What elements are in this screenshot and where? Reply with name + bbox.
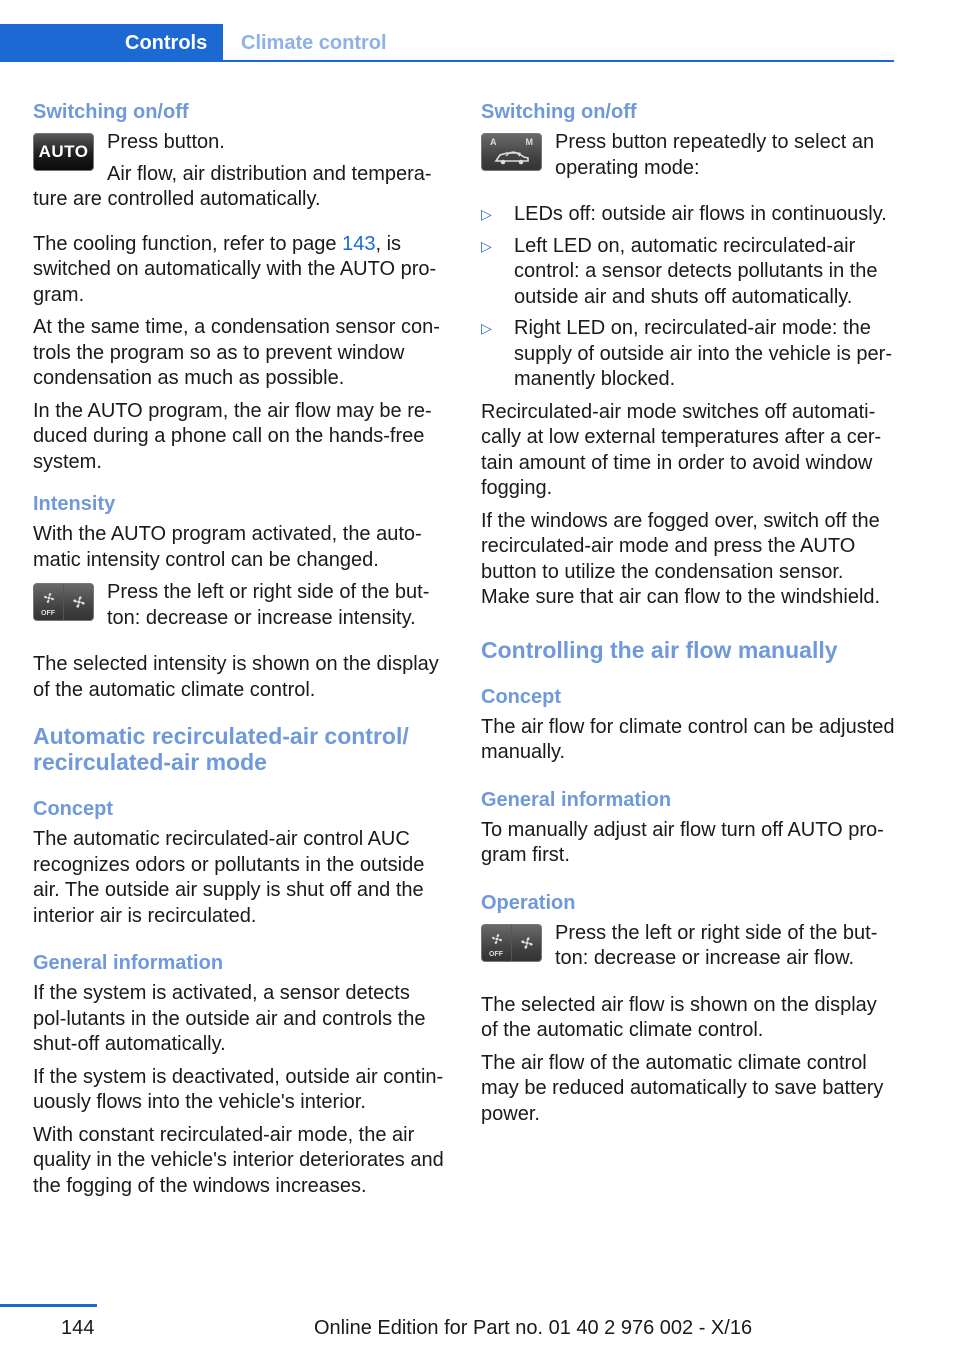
general-text-3: With constant recirculated-air mode, the air quality in the vehicle's interior deteriorates and the fogging of the windows increases. — [33, 1123, 444, 1197]
press-repeat-text: Press button repeatedly to select an operating mode: — [555, 131, 875, 179]
airflow-button-row — [481, 921, 896, 979]
intensity-display-text: The selected intensity is shown on the display of the automatic climate control. — [33, 653, 439, 701]
concept-text: The automatic recirculated-air control AUC recognizes odors or pollutants in the outside air. The outside air supply is shut off and the interior air is recirculated. — [33, 828, 425, 927]
mode-text: LEDs off: outside air flows in continuously. — [514, 203, 887, 225]
auto-button-icon: AUTO — [33, 133, 94, 171]
triangle-bullet-icon: ▷ — [481, 237, 492, 254]
left-column — [33, 100, 448, 1206]
fan-small-icon — [42, 591, 56, 605]
auto-button-row — [33, 130, 448, 220]
fan-small-icon — [490, 932, 504, 946]
general-text-1: If the system is activated, a sensor detects pol‐lutants in the outside air and controls the shut‐off automatically. — [33, 982, 426, 1055]
recirc-button-row — [481, 130, 896, 188]
manual-recirc-label: M — [525, 137, 533, 147]
fan-intensity-button-icon — [33, 583, 94, 621]
fogged-text: If the windows are fogged over, switch off the recirculated-air mode and press the AUTO button to utilize the condensation sensor. Make sure that air can flow to the windshield. — [481, 509, 881, 608]
general-info-heading-right: General information — [481, 788, 672, 811]
list-item — [481, 316, 896, 393]
operation-text: Press the left or right side of the but‐ton: decrease or increase air flow. — [555, 921, 878, 969]
recirc-off-text: Recirculated-air mode switches off automati‐cally at low external temperatures after a cer‐tain amount of time in order to avoid window fogging. — [481, 400, 882, 499]
intensity-heading: Intensity — [33, 493, 116, 515]
fan-airflow-button-icon — [481, 924, 542, 962]
airflow-display-text: The selected air flow is shown on the display of the automatic climate control. — [481, 993, 877, 1041]
general-text-2: If the system is deactivated, outside air contin‐uously flows into the vehicle's interior. — [33, 1065, 444, 1113]
recirculation-button-icon — [481, 133, 542, 171]
car-recirculation-icon — [492, 147, 532, 167]
battery-text: The air flow of the automatic climate control may be reduced automatically to save battery power. — [481, 1051, 884, 1125]
fan-large-icon — [71, 594, 87, 610]
auc-heading: Automatic recirculated-air control/ recirculated-air mode — [33, 723, 409, 775]
phone-call-paragraph: In the AUTO program, the air flow may be re‐duced during a phone call on the hands-free system. — [33, 399, 432, 473]
cooling-text-pre: The cooling function, refer to page — [33, 232, 343, 255]
fan-large-icon — [519, 935, 535, 951]
intensity-button-row — [33, 580, 448, 638]
list-item — [481, 234, 896, 311]
intensity-text: With the AUTO program activated, the auto‐matic intensity control can be changed. — [33, 523, 422, 571]
operation-heading: Operation — [481, 891, 576, 914]
chapter-tab[interactable]: Climate control — [241, 32, 387, 54]
cooling-paragraph — [33, 232, 448, 309]
switching-heading-right: Switching on/off — [481, 101, 637, 123]
mode-list — [481, 202, 896, 393]
triangle-bullet-icon: ▷ — [481, 320, 492, 336]
intensity-button-text: Press the left or right side of the but‐ton: decrease or increase intensity. — [107, 581, 430, 629]
general-info-heading: General information — [33, 952, 224, 974]
section-tab[interactable]: Controls — [0, 24, 223, 62]
page-143-link[interactable]: 143 — [342, 232, 376, 255]
mode-text: Right LED on, recirculated-air mode: the supply of outside air into the vehicle is per‐manently blocked. — [514, 317, 892, 390]
switching-heading: Switching on/off — [33, 101, 189, 123]
triangle-bullet-icon: ▷ — [481, 206, 492, 222]
auto-recirc-label: A — [490, 137, 497, 147]
increase-half — [63, 584, 93, 620]
condensation-paragraph: At the same time, a condensation sensor con‐trols the program so as to prevent window condensation as much as possible. — [33, 316, 440, 389]
concept-heading: Concept — [33, 798, 113, 820]
off-label: OFF — [41, 610, 55, 617]
mode-text: Left LED on, automatic recirculated-air control: a sensor detects pollutants in the outside air and shuts off automatically. — [514, 234, 878, 308]
decrease-half — [34, 584, 63, 620]
press-button-text: Press button. — [107, 131, 225, 153]
concept-text-right: The air flow for climate control can be adjusted manually. — [481, 715, 895, 763]
page-header — [0, 24, 894, 62]
header-rule — [223, 60, 894, 62]
concept-heading-right: Concept — [481, 685, 561, 708]
list-item — [481, 202, 896, 228]
airflow-auto-text: Air flow, air distribution and tempera‐ture are controlled automatically. — [33, 162, 432, 210]
footer-rule — [0, 1304, 97, 1307]
edition-text: Online Edition for Part no. 01 40 2 976 002 - X/16 — [314, 1317, 753, 1339]
off-label: OFF — [489, 950, 503, 958]
decrease-half — [482, 925, 511, 961]
general-text-right: To manually adjust air flow turn off AUTO pro‐gram first. — [481, 818, 884, 866]
page-number: 144 — [61, 1317, 95, 1339]
cooling-text-post: , is switched on automatically with the AUTO pro‐gram. — [33, 232, 437, 306]
increase-half — [511, 925, 541, 961]
manual-airflow-heading: Controlling the air flow manually — [481, 636, 838, 663]
right-column — [481, 100, 896, 1134]
